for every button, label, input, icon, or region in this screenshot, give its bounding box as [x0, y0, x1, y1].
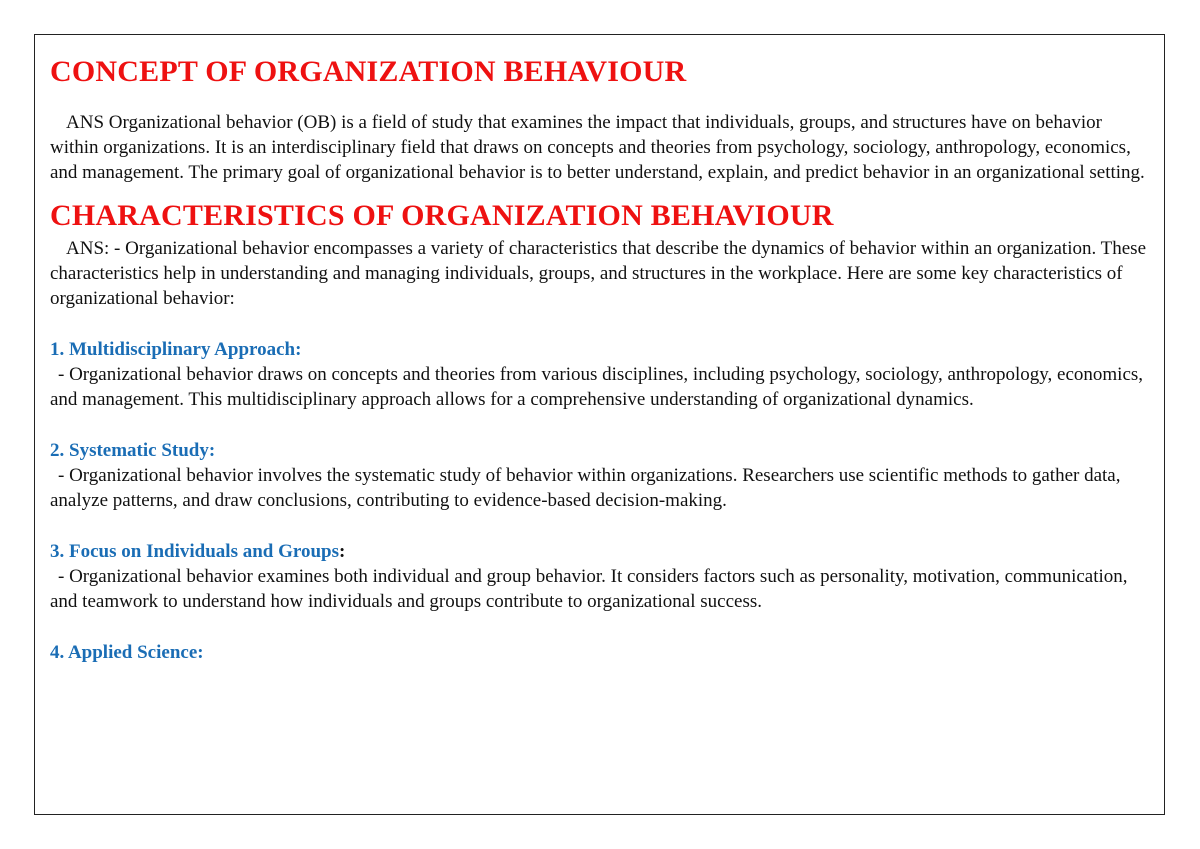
item-text-systematic-study: - Organizational behavior involves the systematic study of behavior within organizations. Researchers use scientific methods to gather data, analyze patterns, and draw conclusions, contributing to evidence-based decision-making.: [50, 465, 1121, 511]
item-heading-individuals-groups-label: 3. Focus on Individuals and Groups: [50, 541, 339, 562]
section-heading-characteristics: CHARACTERISTICS OF ORGANIZATION BEHAVIOUR: [50, 199, 834, 232]
item-text-multidisciplinary: - Organizational behavior draws on concepts and theories from various disciplines, including psychology, sociology, anthropology, economics, and management. This multidisciplinary approach allows for a comprehensive understanding of organizational dynamics.: [50, 364, 1144, 410]
document-content: [50, 52, 1150, 665]
item-heading-systematic-study: 2. Systematic Study:: [50, 440, 216, 461]
list-item: [50, 640, 1150, 665]
section-heading-concept: CONCEPT OF ORGANIZATION BEHAVIOUR: [50, 55, 687, 88]
item-heading-applied-science: 4. Applied Science:: [50, 642, 204, 663]
characteristics-paragraph: ANS: - Organizational behavior encompasses a variety of characteristics that describe the dynamics of behavior within an organization. These characteristics help in understanding and managing individuals, groups, and structures in the workplace. Here are some key characteristics of organizational behavior:: [50, 238, 1147, 309]
item-heading-individuals-groups: [50, 539, 1150, 564]
list-item: [50, 337, 1150, 412]
item-heading-colon: :: [339, 541, 346, 562]
concept-paragraph: ANS Organizational behavior (OB) is a field of study that examines the impact that individuals, groups, and structures have on behavior within organizations. It is an interdisciplinary field that draws on concepts and theories from psychology, sociology, anthropology, economics, and management. The primary goal of organizational behavior is to better understand, explain, and predict behavior in an organizational setting.: [50, 112, 1145, 183]
item-text-individuals-groups: - Organizational behavior examines both individual and group behavior. It considers factors such as personality, motivation, communication, and teamwork to understand how individuals and groups contribute to organizational success.: [50, 566, 1128, 612]
list-item: [50, 539, 1150, 614]
item-heading-multidisciplinary: 1. Multidisciplinary Approach:: [50, 339, 302, 360]
list-item: [50, 438, 1150, 513]
